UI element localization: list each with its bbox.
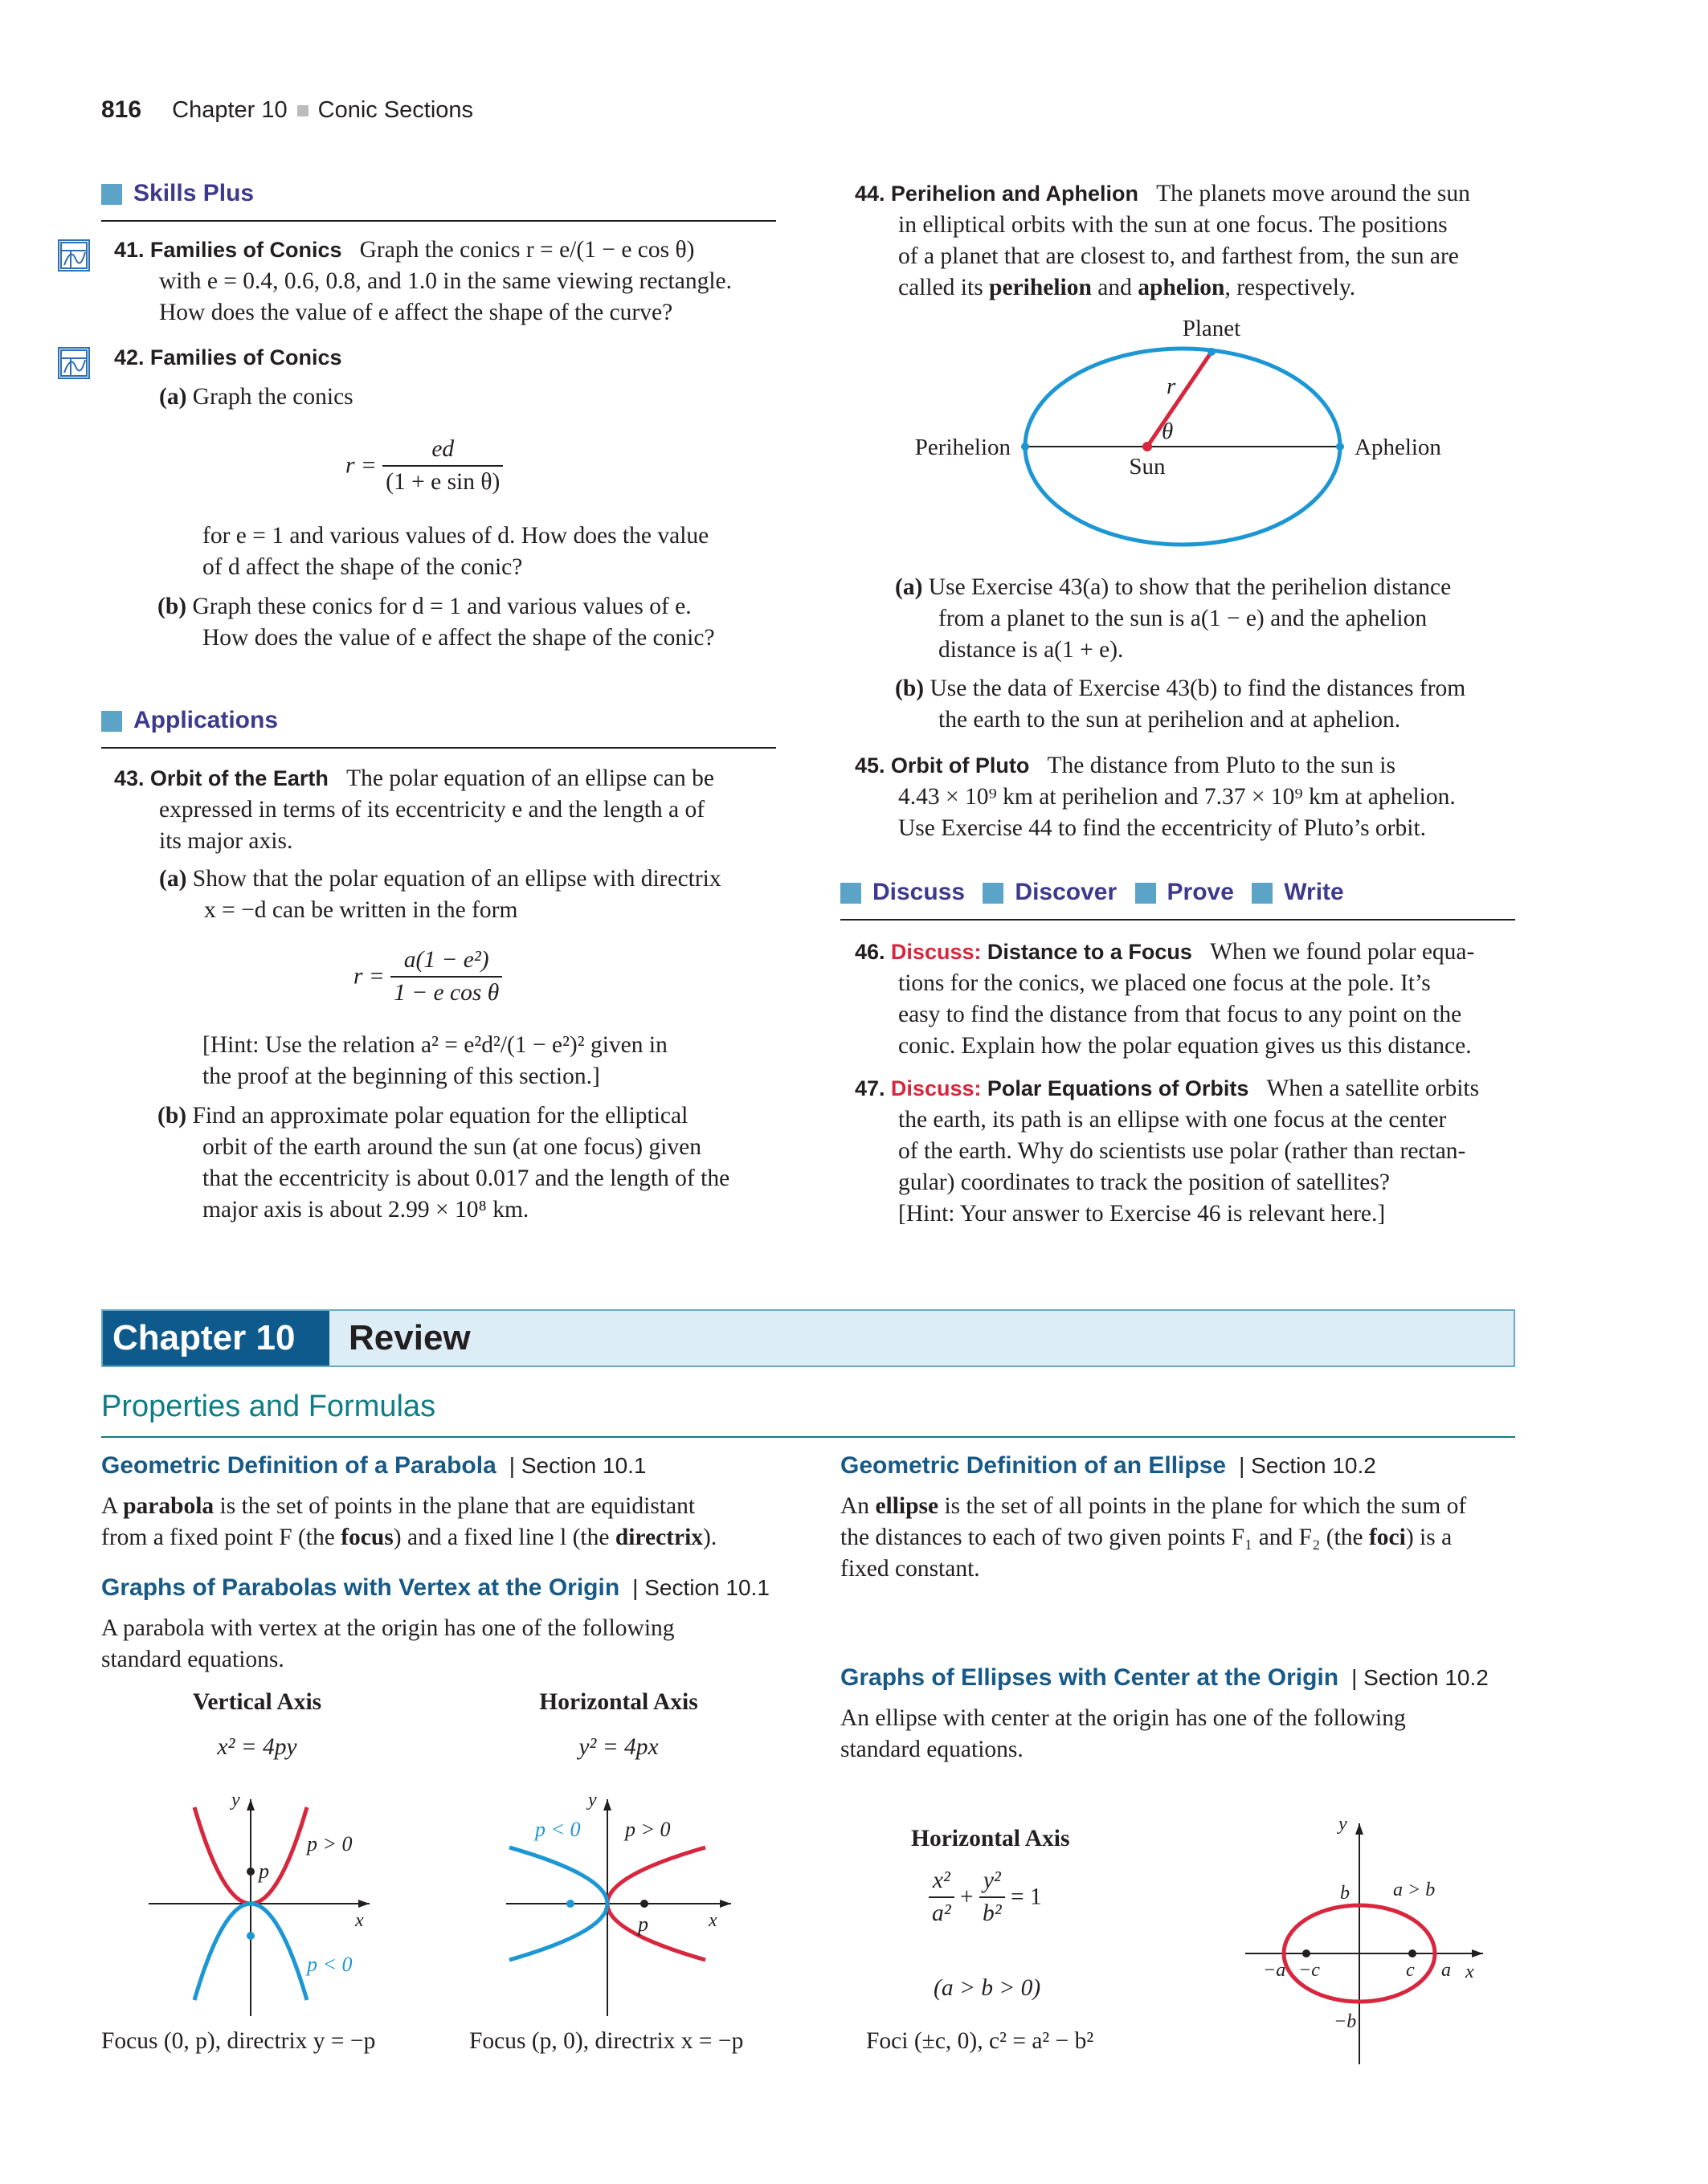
exercise-text: Use Exercise 43(a) to show that the perihelion distance <box>928 574 1452 600</box>
focus-point-negative <box>247 1932 255 1940</box>
section-rule <box>840 919 1515 921</box>
exercise-text: Graph the conics <box>192 384 353 410</box>
y-axis-label: y <box>588 1790 597 1810</box>
vertical-axis-equation: x² = 4py <box>217 1734 297 1760</box>
vertical-focus-caption: Focus (0, p), directrix y = −p <box>101 2028 376 2054</box>
exercise-title: Polar Equations of Orbits <box>987 1076 1249 1100</box>
exercise-text: and <box>1091 275 1138 300</box>
body-text: standard equations. <box>840 1737 1024 1762</box>
p-positive-label: p > 0 <box>625 1818 671 1841</box>
skills-plus-heading <box>101 180 254 207</box>
term-focus: focus <box>341 1525 394 1550</box>
perihelion-dot <box>1021 443 1029 451</box>
exercise-text: Use Exercise 44 to find the eccentricity of Pluto’s orbit. <box>898 815 1427 841</box>
body-text: fixed constant. <box>840 1556 980 1582</box>
fraction-numerator: x² <box>932 1868 950 1893</box>
hint-text: the proof at the beginning of this section.] <box>202 1063 600 1089</box>
exercise-47 <box>855 1073 1538 1230</box>
properties-formulas-heading: Properties and Formulas <box>101 1390 436 1423</box>
body-text: An <box>840 1493 876 1519</box>
parabola-def-title: Geometric Definition of a Parabola <box>101 1452 496 1479</box>
dpw-prove: Prove <box>1167 879 1234 905</box>
planet-dot <box>1207 348 1216 356</box>
equation-lhs: r = <box>353 963 385 990</box>
exercise-number: 46. <box>855 940 885 964</box>
exercise-text: easy to find the distance from that focus to any point on the <box>898 1002 1462 1027</box>
chapter-review-title: Review <box>349 1318 471 1357</box>
applications-heading <box>101 707 278 734</box>
fraction-numerator: y² <box>983 1868 1001 1893</box>
exercise-text: from a planet to the sun is a(1 − e) and the aphelion <box>938 606 1428 631</box>
discuss-label: Discuss: <box>890 940 982 964</box>
exercise-title: Orbit of the Earth <box>149 766 329 790</box>
r-label: r <box>1167 374 1176 399</box>
ellipse-graphs-heading: Graphs of Ellipses with Center at the Origin | Section 10.2 <box>840 1664 1489 1691</box>
exercise-text: of the earth. Why do scientists use polar (rather than rectan- <box>898 1138 1466 1164</box>
term-foci: foci <box>1368 1525 1406 1550</box>
part-label: (a) <box>159 384 187 410</box>
focus-left <box>1302 1949 1310 1957</box>
skills-plus-label: Skills Plus <box>133 180 255 206</box>
p-negative-label: p < 0 <box>535 1818 581 1841</box>
aphelion-dot <box>1336 443 1344 451</box>
exercise-text: its major axis. <box>159 828 293 854</box>
body-text: standard equations. <box>101 1647 284 1672</box>
section-square-icon <box>1252 883 1273 904</box>
separator-square <box>297 105 309 116</box>
exercise-42 <box>114 342 781 413</box>
chapter-review-chapter: Chapter 10 <box>103 1311 329 1366</box>
vertical-axis-title: Vertical Axis <box>192 1689 322 1715</box>
p-negative-label: p < 0 <box>307 1953 353 1976</box>
exercise-text: The distance from Pluto to the sun is <box>1047 753 1395 778</box>
exercise-text: Find an approximate polar equation for the elliptical <box>192 1103 689 1129</box>
ellipse-graph <box>1237 1799 1502 2072</box>
fraction-denominator: b² <box>979 1896 1005 1929</box>
x-axis-label: x <box>355 1910 364 1931</box>
exercise-42b <box>157 591 784 654</box>
equation-lhs: r = <box>345 452 377 479</box>
exercise-text: the earth to the sun at perihelion and at aphelion. <box>938 707 1401 733</box>
exercise-43-hint <box>202 1030 781 1092</box>
exercise-text: gular) coordinates to track the position of satellites? <box>898 1170 1390 1195</box>
parabola-graphs-title: Graphs of Parabolas with Vertex at the Origin <box>101 1574 620 1601</box>
focus-point-positive <box>640 1900 648 1908</box>
orbit-diagram <box>884 310 1494 559</box>
x-axis-label: x <box>1465 1962 1474 1982</box>
aphelion-label: Aphelion <box>1355 435 1441 460</box>
chapter-review-banner <box>101 1309 1515 1367</box>
radius-line <box>1147 352 1212 447</box>
exercise-title: Distance to a Focus <box>987 940 1192 964</box>
fraction-denominator: (1 + e sin θ) <box>382 465 503 498</box>
chapter-label: Chapter 10 <box>172 97 288 123</box>
y-axis-arrow <box>603 1799 611 1810</box>
section-square-icon <box>983 883 1003 904</box>
part-label: (b) <box>157 1103 187 1129</box>
dpw-discover: Discover <box>1015 879 1118 905</box>
ellipse-horizontal-axis-title: Horizontal Axis <box>911 1826 1070 1851</box>
parabola-def-heading: Geometric Definition of a Parabola | Section 10.1 <box>101 1452 647 1479</box>
exercise-title: Orbit of Pluto <box>890 753 1030 778</box>
planet-label: Planet <box>1182 316 1241 341</box>
body-text: the distances to each of two given points F₁ and F₂ (the <box>840 1525 1369 1550</box>
parabola-def-text <box>101 1491 808 1553</box>
exercise-text: orbit of the earth around the sun (at one focus) given <box>202 1134 701 1160</box>
equation-42 <box>345 434 503 498</box>
ellipse-graphs-text <box>840 1703 1531 1766</box>
exercise-46 <box>855 937 1538 1062</box>
equation-43 <box>353 945 502 1009</box>
exercise-text: x = −d can be written in the form <box>204 897 518 923</box>
p-positive-label: p > 0 <box>307 1832 353 1855</box>
horizontal-axis-equation: y² = 4px <box>578 1734 659 1760</box>
exercise-text: Use the data of Exercise 43(b) to find the distances from <box>930 676 1466 701</box>
exercise-text: Graph these conics for d = 1 and various values of e. <box>192 594 692 619</box>
applications-label: Applications <box>133 707 279 733</box>
term-ellipse: ellipse <box>875 1493 939 1519</box>
x-axis-arrow <box>720 1900 731 1908</box>
body-text: is the set of points in the plane that are equidistant <box>214 1493 696 1519</box>
body-text: from a fixed point F (the <box>101 1525 341 1550</box>
exercise-text: the earth, its path is an ellipse with one focus at the center <box>898 1107 1447 1133</box>
review-rule <box>101 1436 1515 1438</box>
sun-dot <box>1142 442 1152 451</box>
exercise-text: that the eccentricity is about 0.017 and the length of the <box>202 1165 730 1191</box>
sun-label: Sun <box>1129 454 1166 480</box>
y-axis-label: y <box>231 1790 240 1810</box>
exercise-text: with e = 0.4, 0.6, 0.8, and 1.0 in the same viewing rectangle. <box>159 268 732 294</box>
discuss-label: Discuss: <box>890 1076 982 1100</box>
exercise-number: 41. <box>114 238 145 262</box>
neg-b-label: −b <box>1334 2011 1357 2032</box>
exercise-44a <box>895 572 1538 666</box>
page-header <box>101 96 473 124</box>
fraction-denominator: a² <box>929 1896 954 1929</box>
neg-c-label: −c <box>1298 1960 1320 1981</box>
exercise-number: 47. <box>855 1076 885 1100</box>
a-label: a <box>1441 1960 1451 1981</box>
p-label: p <box>259 1859 269 1883</box>
y-axis-arrow <box>1355 1823 1363 1835</box>
focus-point-negative <box>566 1900 574 1908</box>
y-term-fraction <box>979 1865 1005 1929</box>
x-axis-label: x <box>709 1910 717 1931</box>
focus-point-positive <box>247 1868 255 1876</box>
exercise-text: major axis is about 2.99 × 10⁸ km. <box>202 1197 529 1223</box>
exercise-text: The planets move around the sun <box>1156 181 1470 206</box>
exercise-43b <box>157 1100 784 1226</box>
exercise-text: distance is a(1 + e). <box>938 637 1124 663</box>
equation-rhs: = 1 <box>1010 1884 1042 1910</box>
horizontal-parabola-graph <box>498 1783 739 2016</box>
exercise-title: Families of Conics <box>149 345 342 369</box>
part-label: (b) <box>157 594 187 619</box>
a-greater-b-label: a > b <box>1393 1880 1436 1900</box>
section-ref: Section 10.1 <box>644 1575 770 1600</box>
exercise-number: 45. <box>855 753 885 778</box>
page-number: 816 <box>101 96 142 123</box>
exercise-text: called its <box>898 275 990 300</box>
x-axis-arrow <box>358 1900 370 1908</box>
exercise-text: of d affect the shape of the conic? <box>202 554 523 580</box>
section-rule <box>101 747 776 749</box>
term-perihelion: perihelion <box>989 275 1092 300</box>
section-ref: Section 10.1 <box>521 1453 647 1478</box>
ellipse-condition: (a > b > 0) <box>934 1975 1041 2001</box>
hint-text: [Hint: Use the relation a² = e²d²/(1 − e²)² given in <box>202 1032 668 1058</box>
p-label: p <box>638 1913 648 1936</box>
fraction-numerator: ed <box>431 436 455 462</box>
fraction-numerator: a(1 − e²) <box>403 947 489 973</box>
perihelion-label: Perihelion <box>914 435 1011 460</box>
section-ref: Section 10.2 <box>1363 1665 1489 1690</box>
c-label: c <box>1406 1960 1415 1981</box>
plus-sign: + <box>959 1884 974 1910</box>
exercise-text: 4.43 × 10⁹ km at perihelion and 7.37 × 10⁹ km at aphelion. <box>898 784 1456 810</box>
dpw-discuss: Discuss <box>872 879 966 905</box>
body-text: is the set of all points in the plane for which the sum of <box>938 1493 1467 1519</box>
graphing-calculator-icon <box>58 347 90 379</box>
exercise-text: [Hint: Your answer to Exercise 46 is relevant here.] <box>898 1201 1386 1227</box>
exercise-text: for e = 1 and various values of d. How does the value <box>202 523 709 549</box>
exercise-text: , respectively. <box>1224 275 1356 300</box>
chapter-topic: Conic Sections <box>317 97 474 123</box>
exercise-number: 42. <box>114 345 145 369</box>
section-square-icon <box>1135 883 1156 904</box>
exercise-title: Families of Conics <box>149 238 342 262</box>
exercise-text: Graph the conics r = e/(1 − e cos θ) <box>359 237 695 263</box>
ellipse-def-heading: Geometric Definition of an Ellipse | Section 10.2 <box>840 1452 1376 1479</box>
graphing-calculator-icon <box>58 239 90 271</box>
exercise-text: How does the value of e affect the shape of the conic? <box>202 625 715 651</box>
body-text: An ellipse with center at the origin has one of the following <box>840 1705 1406 1731</box>
exercise-44 <box>855 178 1530 304</box>
y-axis-label: y <box>1338 1814 1347 1835</box>
x-term-fraction <box>929 1865 954 1929</box>
parabola-graphs-text <box>101 1613 808 1676</box>
exercise-text: When a satellite orbits <box>1266 1076 1480 1101</box>
ellipse-foci-caption: Foci (±c, 0), c² = a² − b² <box>866 2028 1094 2054</box>
part-label: (b) <box>895 676 925 701</box>
exercise-text: in elliptical orbits with the sun at one focus. The positions <box>898 212 1448 238</box>
ellipse-def-text <box>840 1491 1531 1585</box>
ellipse-standard-equation <box>929 1865 1042 1929</box>
y-axis-arrow <box>247 1799 255 1810</box>
exercise-number: 43. <box>114 766 145 790</box>
dpw-write: Write <box>1284 879 1344 905</box>
exercise-42a-continued <box>202 520 781 583</box>
section-square-icon <box>840 883 861 904</box>
body-text: ) and a fixed line l (the <box>393 1525 615 1550</box>
exercise-text: of a planet that are closest to, and farthest from, the sun are <box>898 243 1459 269</box>
term-parabola: parabola <box>123 1493 215 1519</box>
exercise-text: expressed in terms of its eccentricity e and the length a of <box>159 797 705 823</box>
exercise-text: How does the value of e affect the shape of the curve? <box>159 300 673 325</box>
exercise-45 <box>855 750 1530 844</box>
equation-fraction <box>382 434 503 498</box>
x-axis-arrow <box>1472 1949 1483 1957</box>
section-square-icon <box>101 184 122 205</box>
b-label: b <box>1340 1883 1350 1904</box>
body-text: ). <box>703 1525 717 1550</box>
ellipse-graphs-title: Graphs of Ellipses with Center at the Origin <box>840 1664 1339 1691</box>
exercise-43 <box>114 763 781 926</box>
term-aphelion: aphelion <box>1138 275 1225 300</box>
dpw-heading <box>840 879 1344 906</box>
equation-fraction <box>390 945 502 1009</box>
exercise-text: Show that the polar equation of an ellipse with directrix <box>192 866 721 892</box>
exercise-text: When we found polar equa- <box>1210 939 1475 965</box>
body-text: A <box>101 1493 124 1519</box>
focus-right <box>1408 1949 1416 1957</box>
section-square-icon <box>101 711 122 732</box>
exercise-44b <box>895 673 1538 736</box>
exercise-41 <box>114 235 781 329</box>
neg-a-label: −a <box>1263 1960 1286 1981</box>
exercise-text: conic. Explain how the polar equation gives us this distance. <box>898 1033 1472 1059</box>
exercise-text: tions for the conics, we placed one focus at the pole. It’s <box>898 970 1431 996</box>
body-text: ) is a <box>1405 1525 1453 1550</box>
exercise-number: 44. <box>855 182 885 206</box>
section-rule <box>101 220 776 222</box>
exercise-title: Perihelion and Aphelion <box>890 182 1138 206</box>
exercise-text: The polar equation of an ellipse can be <box>346 765 714 791</box>
horizontal-axis-title: Horizontal Axis <box>539 1689 698 1715</box>
part-label: (a) <box>159 866 187 892</box>
term-directrix: directrix <box>615 1525 704 1550</box>
parabola-graphs-heading: Graphs of Parabolas with Vertex at the Origin | Section 10.1 <box>101 1574 770 1601</box>
fraction-denominator: 1 − e cos θ <box>390 976 502 1009</box>
section-ref: Section 10.2 <box>1251 1453 1376 1478</box>
vertical-parabola-graph <box>137 1783 394 2016</box>
horizontal-focus-caption: Focus (p, 0), directrix x = −p <box>469 2028 744 2054</box>
part-label: (a) <box>895 574 923 600</box>
ellipse-def-title: Geometric Definition of an Ellipse <box>840 1452 1227 1479</box>
theta-label: θ <box>1162 418 1174 444</box>
body-text: A parabola with vertex at the origin has one of the following <box>101 1615 675 1641</box>
